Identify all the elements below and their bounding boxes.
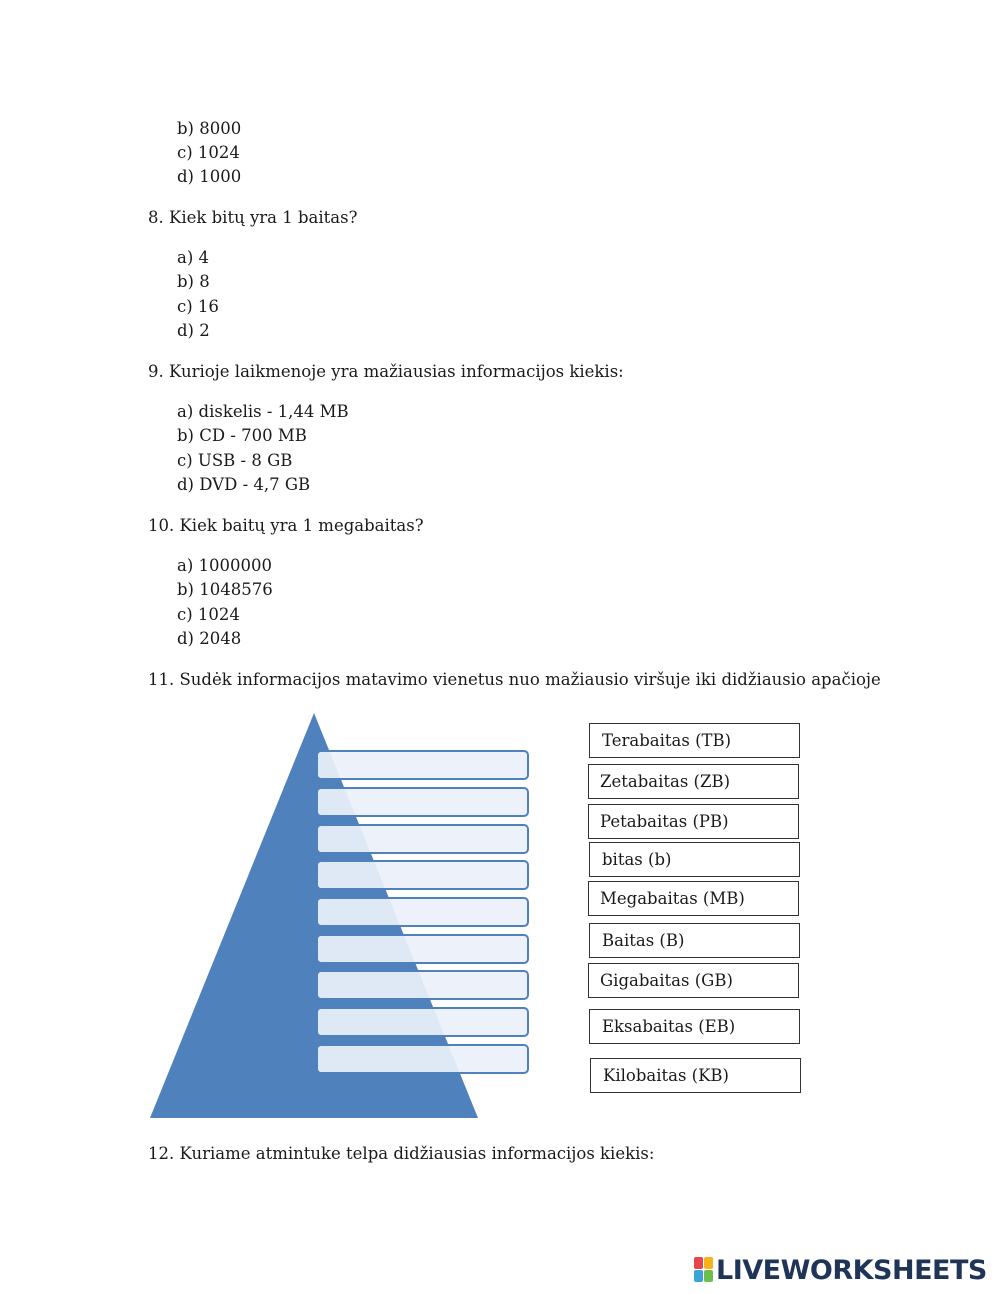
question-8-text: 8. Kiek bitų yra 1 baitas?	[148, 208, 358, 227]
q8-option-c[interactable]: c) 16	[177, 297, 219, 316]
unit-eksabaitas[interactable]: Eksabaitas (EB)	[589, 1009, 800, 1044]
unit-bitas[interactable]: bitas (b)	[589, 842, 800, 877]
unit-kilobaitas[interactable]: Kilobaitas (KB)	[590, 1058, 801, 1093]
liveworksheets-logo	[694, 1255, 987, 1285]
question-11-text: 11. Sudėk informacijos matavimo vienetus nuo mažiausio viršuje iki didžiausio apačioje	[148, 670, 881, 689]
q9-option-a[interactable]: a) diskelis - 1,44 MB	[177, 402, 349, 421]
q10-option-a[interactable]: a) 1000000	[177, 556, 273, 575]
drop-slot-6[interactable]	[316, 934, 529, 964]
q9-option-b[interactable]: b) CD - 700 MB	[177, 426, 307, 445]
unit-baitas[interactable]: Baitas (B)	[589, 923, 800, 958]
unit-gigabaitas[interactable]: Gigabaitas (GB)	[588, 963, 799, 998]
q10-option-d[interactable]: d) 2048	[177, 629, 242, 648]
liveworksheets-logo-icon	[694, 1257, 714, 1283]
q8-option-b[interactable]: b) 8	[177, 272, 210, 291]
q9-option-c[interactable]: c) USB - 8 GB	[177, 451, 293, 470]
q7-option-b[interactable]: b) 8000	[177, 119, 242, 138]
drop-slot-7[interactable]	[316, 970, 529, 1000]
unit-zetabaitas[interactable]: Zetabaitas (ZB)	[588, 764, 799, 799]
unit-megabaitas[interactable]: Megabaitas (MB)	[588, 881, 799, 916]
question-9-text: 9. Kurioje laikmenoje yra mažiausias informacijos kiekis:	[148, 362, 624, 381]
q8-option-a[interactable]: a) 4	[177, 248, 210, 267]
unit-terabaitas[interactable]: Terabaitas (TB)	[589, 723, 800, 758]
question-12-text: 12. Kuriame atmintuke telpa didžiausias informacijos kiekis:	[148, 1144, 655, 1163]
drop-slot-4[interactable]	[316, 860, 529, 890]
q7-option-d[interactable]: d) 1000	[177, 167, 242, 186]
question-10-text: 10. Kiek baitų yra 1 megabaitas?	[148, 516, 424, 535]
q7-option-c[interactable]: c) 1024	[177, 143, 240, 162]
drop-slot-3[interactable]	[316, 824, 529, 854]
q8-option-d[interactable]: d) 2	[177, 321, 210, 340]
q10-option-c[interactable]: c) 1024	[177, 605, 240, 624]
unit-petabaitas[interactable]: Petabaitas (PB)	[588, 804, 799, 839]
drop-slot-1[interactable]	[316, 750, 529, 780]
drop-slot-5[interactable]	[316, 897, 529, 927]
drop-slot-9[interactable]	[316, 1044, 529, 1074]
brand-name: LIVEWORKSHEETS	[716, 1254, 987, 1286]
drop-slot-2[interactable]	[316, 787, 529, 817]
q10-option-b[interactable]: b) 1048576	[177, 580, 273, 599]
q9-option-d[interactable]: d) DVD - 4,7 GB	[177, 475, 311, 494]
drop-slot-8[interactable]	[316, 1007, 529, 1037]
